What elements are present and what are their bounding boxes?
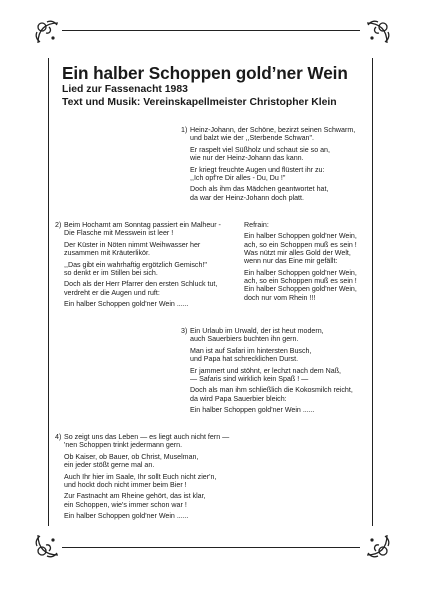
verse-4 — [64, 433, 229, 524]
verse-4-number: 4) — [55, 433, 62, 441]
verse-line: Er jammert und stöhnt, er lechzt nach dem Naß, — Safaris sind wirklich kein Spaß ! — — [190, 366, 342, 383]
song-credits: Text und Musik: Vereinskapellmeister Christopher Klein — [62, 97, 337, 108]
verse-line: Ob Kaiser, ob Bauer, ob Christ, Muselman, ein jeder stößt gerne mal an. — [64, 452, 199, 470]
refrain-line: Ein halber Schoppen gold'ner Wein, ach, so ein Schoppen muß es sein ! Ein halber Schoppen gold'ner Wein, doch nur vom Rhein !!! — [244, 268, 357, 302]
verse-line: Er raspelt viel Süßholz und schaut sie so an, wie nur der Heinz-Johann das kann. — [190, 145, 330, 163]
verse-1 — [190, 126, 355, 205]
verse-line: Doch als ihm das Mädchen geantwortet hat, da war der Heinz-Johann doch platt. — [190, 185, 329, 202]
verse-line: Man ist auf Safari im hintersten Busch, und Papa hat schrecklichen Durst. — [190, 346, 312, 364]
refrain — [244, 221, 357, 305]
refrain-line: Ein halber Schoppen gold'ner Wein, ach, so ein Schoppen muß es sein ! Was nützt mir alles Gold der Welt, wenn nur das Eine mir gefällt: — [244, 232, 357, 266]
verse-line: ,,Das gibt ein wahrhaftig ergötzlich Gemisch!" so denkt er im Stillen bei sich. — [64, 260, 207, 277]
verse-3-number: 3) — [181, 327, 188, 335]
verse-line: Beim Hochamt am Sonntag passiert ein Malheur - Die Flasche mit Messwein ist leer ! — [64, 221, 221, 238]
verse-line: Er kriegt freuchte Augen und flüstert ihr zu: ,,Ich opf're Dir alles - Du, Du !" — [190, 165, 325, 182]
verse-line: Doch als der Herr Pfarrer den ersten Schluck tut, verdreht er die Augen und ruft: — [64, 280, 218, 297]
verse-line: Der Küster in Nöten nimmt Weihwasser her zusammen mit Kräuterlikör. — [64, 240, 201, 258]
corner-ornament-bottom-right-icon — [362, 530, 392, 560]
verse-line: Ein halber Schoppen gold'ner Wein ...... — [190, 406, 315, 415]
frame-top-line — [62, 30, 360, 31]
verse-line: So zeigt uns das Leben — es liegt auch nicht fern — 'nen Schoppen trinkt jedermann gern. — [64, 433, 230, 450]
verse-line: Auch Ihr hier im Saale, Ihr sollt Euch nicht zier'n, und hockt doch nicht immer beim Bier ! — [64, 472, 217, 489]
refrain-label: Refrain: — [244, 221, 269, 229]
verse-line: Ein halber Schoppen gold'ner Wein ...... — [64, 512, 189, 521]
corner-ornament-top-right-icon — [362, 18, 392, 48]
corner-ornament-bottom-left-icon — [33, 530, 63, 560]
verse-3 — [190, 327, 353, 418]
verse-line: Ein halber Schoppen gold'ner Wein ...... — [64, 300, 189, 309]
song-subtitle-occasion: Lied zur Fassenacht 1983 — [62, 84, 188, 95]
verse-line: Zur Fastnacht am Rheine gehört, das ist klar, ein Schoppen, wie's immer schon war ! — [64, 492, 206, 509]
verse-line: Doch als man ihm schließlich die Kokosmilch reicht, da wird Papa Sauerbier bleich: — [190, 386, 353, 403]
frame-right-line — [372, 58, 373, 526]
verse-line: Ein Urlaub im Urwald, der ist heut modern, auch Sauerbiers buchten ihn gern. — [190, 327, 324, 344]
verse-2 — [64, 221, 221, 312]
frame-bottom-line — [62, 547, 360, 548]
corner-ornament-top-left-icon — [33, 18, 63, 48]
verse-2-number: 2) — [55, 221, 62, 229]
verse-line: Heinz-Johann, der Schöne, bezirzt seinen Schwarm, und balzt wie der ,,Sterbende Schwan". — [190, 126, 356, 143]
song-title: Ein halber Schoppen gold’ner Wein — [62, 63, 348, 83]
verse-1-number: 1) — [181, 126, 188, 134]
frame-left-line — [48, 58, 49, 526]
